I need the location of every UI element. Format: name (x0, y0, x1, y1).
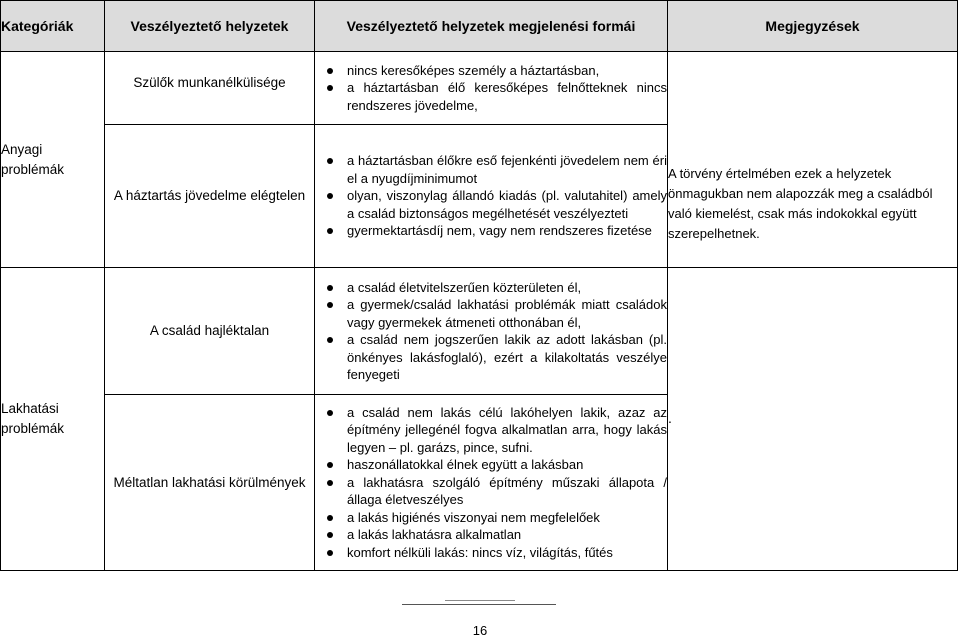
header-notes: Megjegyzések (668, 1, 958, 52)
footer-rule (402, 604, 556, 605)
list-item: komfort nélküli lakás: nincs víz, világítás, fűtés (347, 544, 667, 562)
note-housing (668, 268, 958, 571)
forms-list (315, 62, 667, 115)
list-item: a háztartásban élőkre eső fejenkénti jövedelem nem éri el a nyugdíjminimumot (347, 153, 667, 186)
table-row (1, 268, 958, 395)
note-text: . (668, 410, 672, 427)
note-text: A törvény értelmében ezek a helyzetek önmagukban nem alapozzák meg a családból való kiemelést, csak más indokokkal együtt szerepelhetnek. (668, 166, 933, 241)
forms-list (315, 404, 667, 562)
forms-list (315, 279, 667, 384)
list-item: a lakás lakhatásra alkalmatlan (347, 526, 667, 544)
situation-unemployment: Szülők munkanélkülisége (105, 52, 315, 125)
forms-homeless (315, 268, 668, 395)
list-item: haszonállatokkal élnek együtt a lakásban (347, 456, 667, 474)
category-housing: Lakhatási problémák (1, 268, 105, 571)
list-item: gyermektartásdíj nem, vagy nem rendszeres fizetése (347, 222, 667, 240)
situation-homeless: A család hajléktalan (105, 268, 315, 395)
header-row (1, 1, 958, 52)
forms-low-income (315, 125, 668, 268)
list-item: a család nem lakás célú lakóhelyen lakik, azaz az építmény jellegénél fogva alkalmatlan arra, hogy lakás legyen – pl. garázs, pince, sufni. (347, 404, 667, 455)
header-forms: Veszélyeztető helyzetek megjelenési formái (315, 1, 668, 52)
forms-unworthy-housing (315, 395, 668, 571)
category-financial: Anyagi problémák (1, 52, 105, 268)
header-categories: Kategóriák (1, 1, 105, 52)
list-item: a család életvitelszerűen közterületen él, (347, 279, 667, 297)
forms-unemployment (315, 52, 668, 125)
note-financial (668, 52, 958, 268)
footer-rule-short (445, 600, 515, 601)
situation-low-income: A háztartás jövedelme elégtelen (105, 125, 315, 268)
list-item: a gyermek/család lakhatási problémák miatt családok vagy gyermekek átmeneti otthonában él, (347, 297, 667, 330)
list-item: a lakás higiénés viszonyai nem megfelelőek (347, 509, 667, 527)
table-row (1, 52, 958, 125)
list-item: nincs keresőképes személy a háztartásban, (347, 62, 667, 80)
list-item: olyan, viszonylag állandó kiadás (pl. valutahitel) amely a család biztonságos megélhetését veszélyezteti (347, 188, 667, 221)
list-item: a család nem jogszerűen lakik az adott lakásban (pl. önkényes lakásfoglaló), ezért a kilakoltatás veszélye fenyegeti (347, 332, 667, 382)
list-item: a lakhatásra szolgáló építmény műszaki állapota / állaga életveszélyes (347, 474, 667, 508)
header-situations: Veszélyeztető helyzetek (105, 1, 315, 52)
forms-list (315, 152, 667, 240)
page-number: 16 (472, 623, 488, 638)
situation-unworthy-housing: Méltatlan lakhatási körülmények (105, 395, 315, 571)
list-item: a háztartásban élő keresőképes felnőtteknek nincs rendszeres jövedelme, (347, 80, 667, 113)
